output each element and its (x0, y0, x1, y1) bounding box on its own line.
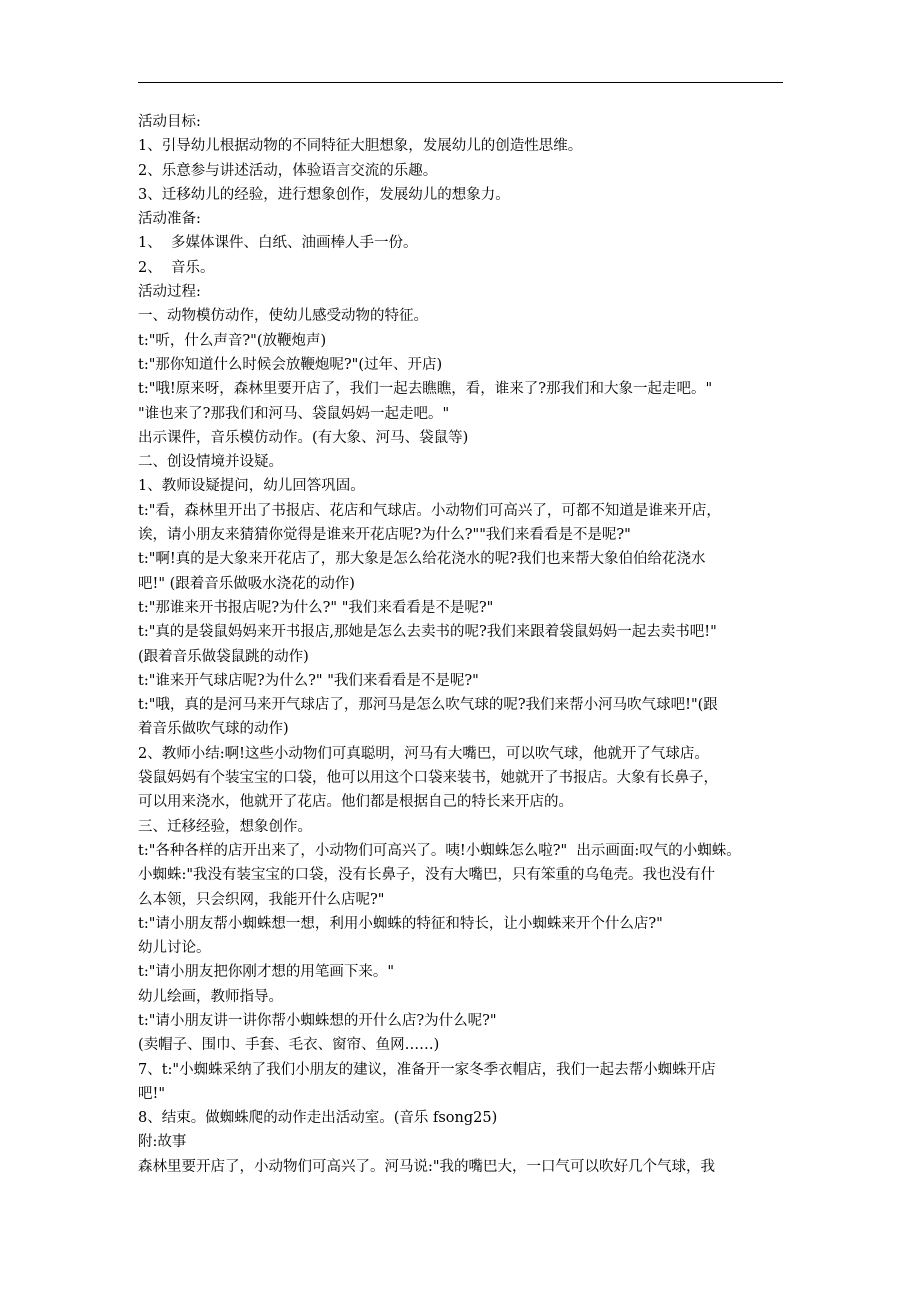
text-line: t:"各种各样的店开出来了，小动物们可高兴了。咦!小蜘蛛怎么啦?" 出示画面:叹气的小蜘蛛。 (138, 842, 741, 859)
text-line: 活动目标: (138, 114, 201, 130)
text-line: t:"哦，真的是河马来开气球店了，那河马是怎么吹气球的呢?我们来帮小河马吹气球吧!"(跟 (138, 697, 718, 714)
text-line: t:"啊!真的是大象来开花店了，那大象是怎么给花浇水的呢?我们也来帮大象伯伯给花浇水 (138, 551, 706, 568)
text-line: (卖帽子、围巾、手套、毛衣、窗帘、鱼网……) (138, 1037, 440, 1054)
text-line: 可以用来浇水，他就开了花店。他们都是根据自己的特长来开店的。 (138, 794, 573, 811)
text-line: t:"看，森林里开出了书报店、花店和气球店。小动物们可高兴了，可都不知道是谁来开店， (138, 502, 721, 519)
text-line: 诶，请小朋友来猜猜你觉得是谁来开花店呢?为什么?""我们来看看是不是呢?" (138, 527, 631, 544)
text-line: 森林里要开店了，小动物们可高兴了。河马说:"我的嘴巴大，一口气可以吹好几个气球，我 (138, 1158, 716, 1175)
text-line: 吧!" (138, 1085, 165, 1102)
text-line: 出示课件，音乐模仿动作。(有大象、河马、袋鼠等) (138, 429, 469, 446)
text-line: 吧!" (跟着音乐做吸水浇花的动作) (138, 575, 355, 592)
document-body (138, 110, 788, 1179)
text-line: 一、动物模仿动作，使幼儿感受动物的特征。 (138, 308, 428, 325)
text-line: t:"请小朋友把你刚才想的用笔画下来。" (138, 964, 395, 981)
text-line: 2、教师小结:啊!这些小动物们可真聪明，河马有大嘴巴，可以吹气球，他就开了气球店。 (138, 745, 709, 762)
text-line: 2、乐意参与讲述活动，体验语言交流的乐趣。 (138, 162, 438, 179)
text-line: t:"谁来开气球店呢?为什么?" "我们来看看是不是呢?" (138, 672, 479, 689)
text-line: 8、结束。做蜘蛛爬的动作走出活动室。(音乐 fsong25) (138, 1110, 498, 1127)
text-line: 三、迁移经验，想象创作。 (138, 818, 312, 835)
text-line: 2、 音乐。 (138, 259, 215, 276)
header-rule (138, 82, 783, 83)
text-line: 小蜘蛛:"我没有装宝宝的口袋，没有长鼻子，没有大嘴巴，只有笨重的乌龟壳。我也没有什 (138, 867, 716, 884)
text-line: t:"哦!原来呀，森林里要开店了，我们一起去瞧瞧，看，谁来了?那我们和大象一起走吧。" (138, 381, 713, 398)
text-line: 幼儿绘画，教师指导。 (138, 988, 283, 1005)
text-line: 附:故事 (138, 1134, 187, 1151)
text-line: 二、创设情境并设疑。 (138, 454, 283, 471)
text-line: 1、引导幼儿根据动物的不同特征大胆想象，发展幼儿的创造性思维。 (138, 138, 583, 155)
text-line: 1、教师设疑提问，幼儿回答巩固。 (138, 478, 365, 495)
text-line: 活动准备: (138, 211, 201, 228)
text-line: 7、t:"小蜘蛛采纳了我们小朋友的建议，准备开一家冬季衣帽店，我们一起去帮小蜘蛛开店 (138, 1061, 716, 1078)
text-line: 么本领，只会织网，我能开什么店呢?" (138, 891, 385, 908)
text-line: t:"听，什么声音?"(放鞭炮声) (138, 332, 327, 349)
text-line: t:"请小朋友讲一讲你帮小蜘蛛想的开什么店?为什么呢?" (138, 1012, 497, 1029)
text-line: 活动过程: (138, 284, 201, 301)
text-line: t:"请小朋友帮小蜘蛛想一想，利用小蜘蛛的特征和特长，让小蜘蛛来开个什么店?" (138, 915, 663, 932)
text-line: t:"那谁来开书报店呢?为什么?" "我们来看看是不是呢?" (138, 599, 494, 616)
text-line: (跟着音乐做袋鼠跳的动作) (138, 648, 309, 665)
text-line: t:"那你知道什么时候会放鞭炮呢?"(过年、开店) (138, 356, 443, 373)
text-line: 袋鼠妈妈有个装宝宝的口袋，他可以用这个口袋来装书，她就开了书报店。大象有长鼻子， (138, 770, 718, 787)
text-line: 着音乐做吹气球的动作) (138, 721, 289, 738)
text-line: 幼儿讨论。 (138, 940, 211, 957)
text-line: 3、迁移幼儿的经验，进行想象创作，发展幼儿的想象力。 (138, 186, 510, 203)
text-line: 1、 多媒体课件、白纸、油画棒人手一份。 (138, 235, 418, 252)
text-line: t:"真的是袋鼠妈妈来开书报店,那她是怎么去卖书的呢?我们来跟着袋鼠妈妈一起去卖书吧!" (138, 624, 717, 641)
text-line: "谁也来了?那我们和河马、袋鼠妈妈一起走吧。" (138, 405, 450, 422)
